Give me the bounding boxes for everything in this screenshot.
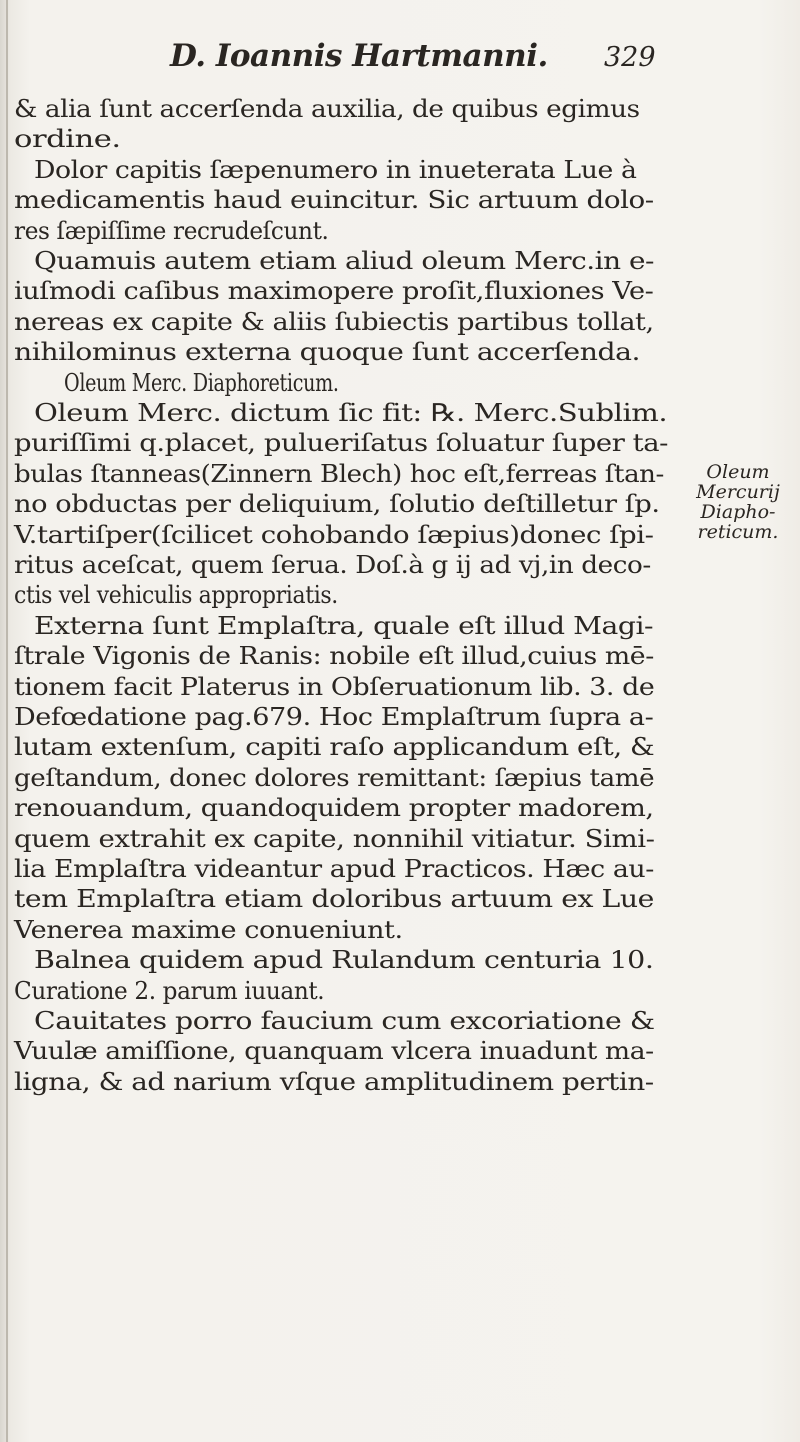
marginal-note-line: reticum. [697, 521, 779, 543]
text-line: iuſmodi caſibus maximopere proſit,fluxiones Ve- [14, 276, 654, 306]
text-line: nereas ex capite & aliis ſubiectis partibus tollat, [14, 306, 654, 336]
marginal-note-line: Oleum [706, 461, 770, 483]
marginal-note-line: Diapho- [700, 501, 776, 523]
text-line: Curatione 2. parum iuuant. [14, 975, 325, 1005]
text-line: ordine. [14, 124, 121, 154]
text-line: Quamuis autem etiam aliud oleum Merc.in e- [34, 246, 655, 275]
marginal-note [678, 462, 798, 542]
page-header [0, 38, 800, 78]
text-line: geſtandum, donec dolores remittant: ſæpius tamē [14, 762, 655, 792]
text-line: Oleum Merc. Diaphoreticum. [64, 367, 339, 397]
text-line: no obductas per deliquium, ſolutio deſtilletur ſp. [14, 489, 660, 519]
text-line: lutam extenſum, capiti raſo applicandum eſt, & [14, 732, 655, 762]
text-line: bulas ſtanneas(Zinnern Blech) hoc eſt,ferreas ſtan- [14, 458, 664, 488]
text-line: Oleum Merc. dictum ſic fit: ℞. Merc.Sublim. [34, 398, 668, 427]
text-line: V.tartiſper(ſcilicet cohobando ſæpius)donec ſpi- [14, 519, 654, 549]
text-line: lia Emplaſtra videantur apud Practicos. Hæc au- [14, 854, 654, 883]
text-line: tem Emplaſtra etiam doloribus artuum ex Lue [14, 884, 654, 914]
text-line: tionem facit Platerus in Obſeruationum lib. 3. de [14, 671, 655, 701]
page-number: 329 [604, 42, 656, 73]
text-line: Venerea maxime conueniunt. [14, 914, 403, 944]
text-line: Balnea quidem apud Rulandum centuria 10. [34, 945, 654, 975]
text-line: nihilominus externa quoque ſunt accerſenda. [14, 337, 641, 367]
text-line: Cauitates porro faucium cum excoriatione & [34, 1006, 655, 1035]
text-line: Vuulæ amiſſione, quanquam vlcera inuadunt ma- [14, 1036, 654, 1066]
text-line: renouandum, quandoquidem propter madorem, [14, 793, 654, 823]
marginal-note-line: Mercurij [696, 481, 780, 503]
text-line: quem extrahit ex capite, nonnihil vitiatur. Simi- [14, 823, 655, 853]
text-line: medicamentis haud euincitur. Sic artuum dolo- [14, 185, 654, 215]
page-gutter [6, 0, 8, 1442]
text-line: ſtrale Vigonis de Ranis: nobile eſt illud,cuius mē- [14, 641, 654, 671]
text-line: ritus aceſcat, quem ſerua. Doſ.à g ij ad vj,in deco- [14, 550, 651, 579]
text-line: Externa ſunt Emplaſtra, quale eſt illud Magi- [34, 610, 654, 640]
text-line: Dolor capitis ſæpenumero in inueterata Lue à [34, 154, 637, 184]
text-line: puriſſimi q.placet, pulueriſatus ſoluatur ſuper ta- [14, 428, 668, 458]
text-line: res ſæpiſſime recrudeſcunt. [14, 215, 329, 245]
text-line: ligna, & ad narium vſque amplitudinem pertin- [14, 1066, 654, 1096]
text-line: & alia ſunt accerſenda auxilia, de quibus egimus [14, 94, 640, 123]
running-title: D. Ioannis Hartmanni. [170, 38, 548, 74]
text-line: Defœdatione pag.679. Hoc Emplaſtrum ſupra a- [14, 702, 654, 731]
text-line: ctis vel vehiculis appropriatis. [14, 580, 338, 610]
